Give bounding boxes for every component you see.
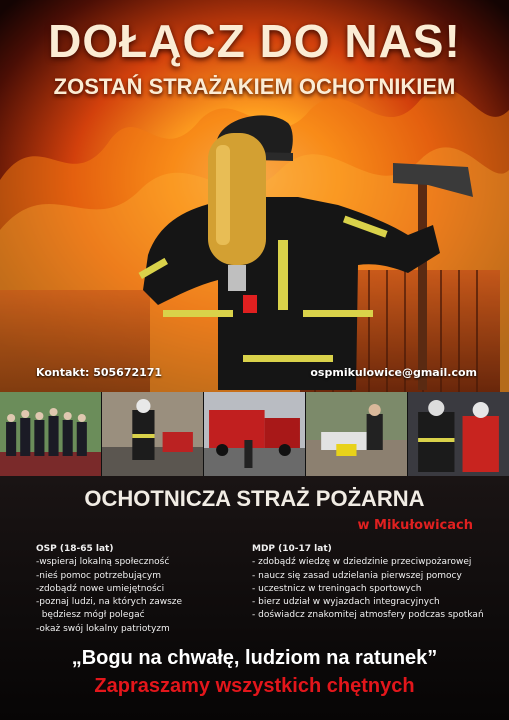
list-item: - uczestnicz w treningach sportowych (252, 583, 422, 594)
photo-team (0, 392, 102, 476)
list-item: - doświadcz znakomitej atmosfery podczas spotkań (252, 610, 484, 621)
headline: DOŁĄCZ DO NAS! (48, 15, 461, 67)
mdp-benefits-list (252, 556, 492, 622)
photo-first-aid (306, 392, 408, 476)
list-item: -zdobądź nowe umiejętności (36, 583, 165, 594)
list-item: - naucz się zasad udzielania pierwszej pomocy (252, 570, 462, 581)
osp-benefits-list (36, 556, 246, 636)
organization-name: OCHOTNICZA STRAŻ POŻARNA (84, 486, 425, 511)
list-item: - bierz udział w wyjazdach integracyjnych (252, 597, 440, 608)
invitation: Zapraszamy wszystkich chętnych (94, 675, 415, 697)
mdp-column (252, 543, 492, 623)
photo-strip (0, 392, 509, 476)
firefighter-silhouette (88, 105, 488, 390)
list-item: -wspieraj lokalną społeczność (36, 557, 170, 568)
list-item: - zdobądź wiedzę w dziedzinie przeciwpożarowej (252, 557, 472, 568)
contact-phone: Kontakt: 505672171 (36, 366, 163, 379)
photo-fire-trucks (204, 392, 306, 476)
organization-place: w Mikułowicach (357, 518, 473, 533)
axe-icon (393, 163, 473, 390)
osp-title: OSP (18-65 lat) (36, 544, 114, 554)
list-item: -poznaj ludzi, na których zawsze (36, 597, 183, 608)
subheadline: ZOSTAŃ STRAŻAKIEM OCHOTNIKIEM (53, 74, 456, 99)
motto: „Bogu na chwałę, ludziom na ratunek” (71, 647, 438, 669)
osp-column (36, 543, 246, 636)
photo-firefighter-training (102, 392, 204, 476)
contact-email[interactable]: ospmikulowice@gmail.com (310, 366, 477, 379)
photo-rescue (408, 392, 509, 476)
list-item: -okaż swój lokalny patriotyzm (36, 623, 170, 634)
mdp-title: MDP (10-17 lat) (252, 544, 332, 554)
list-item: -nieś pomoc potrzebującym (36, 570, 162, 581)
list-item: będziesz mógł polegać (36, 610, 145, 621)
